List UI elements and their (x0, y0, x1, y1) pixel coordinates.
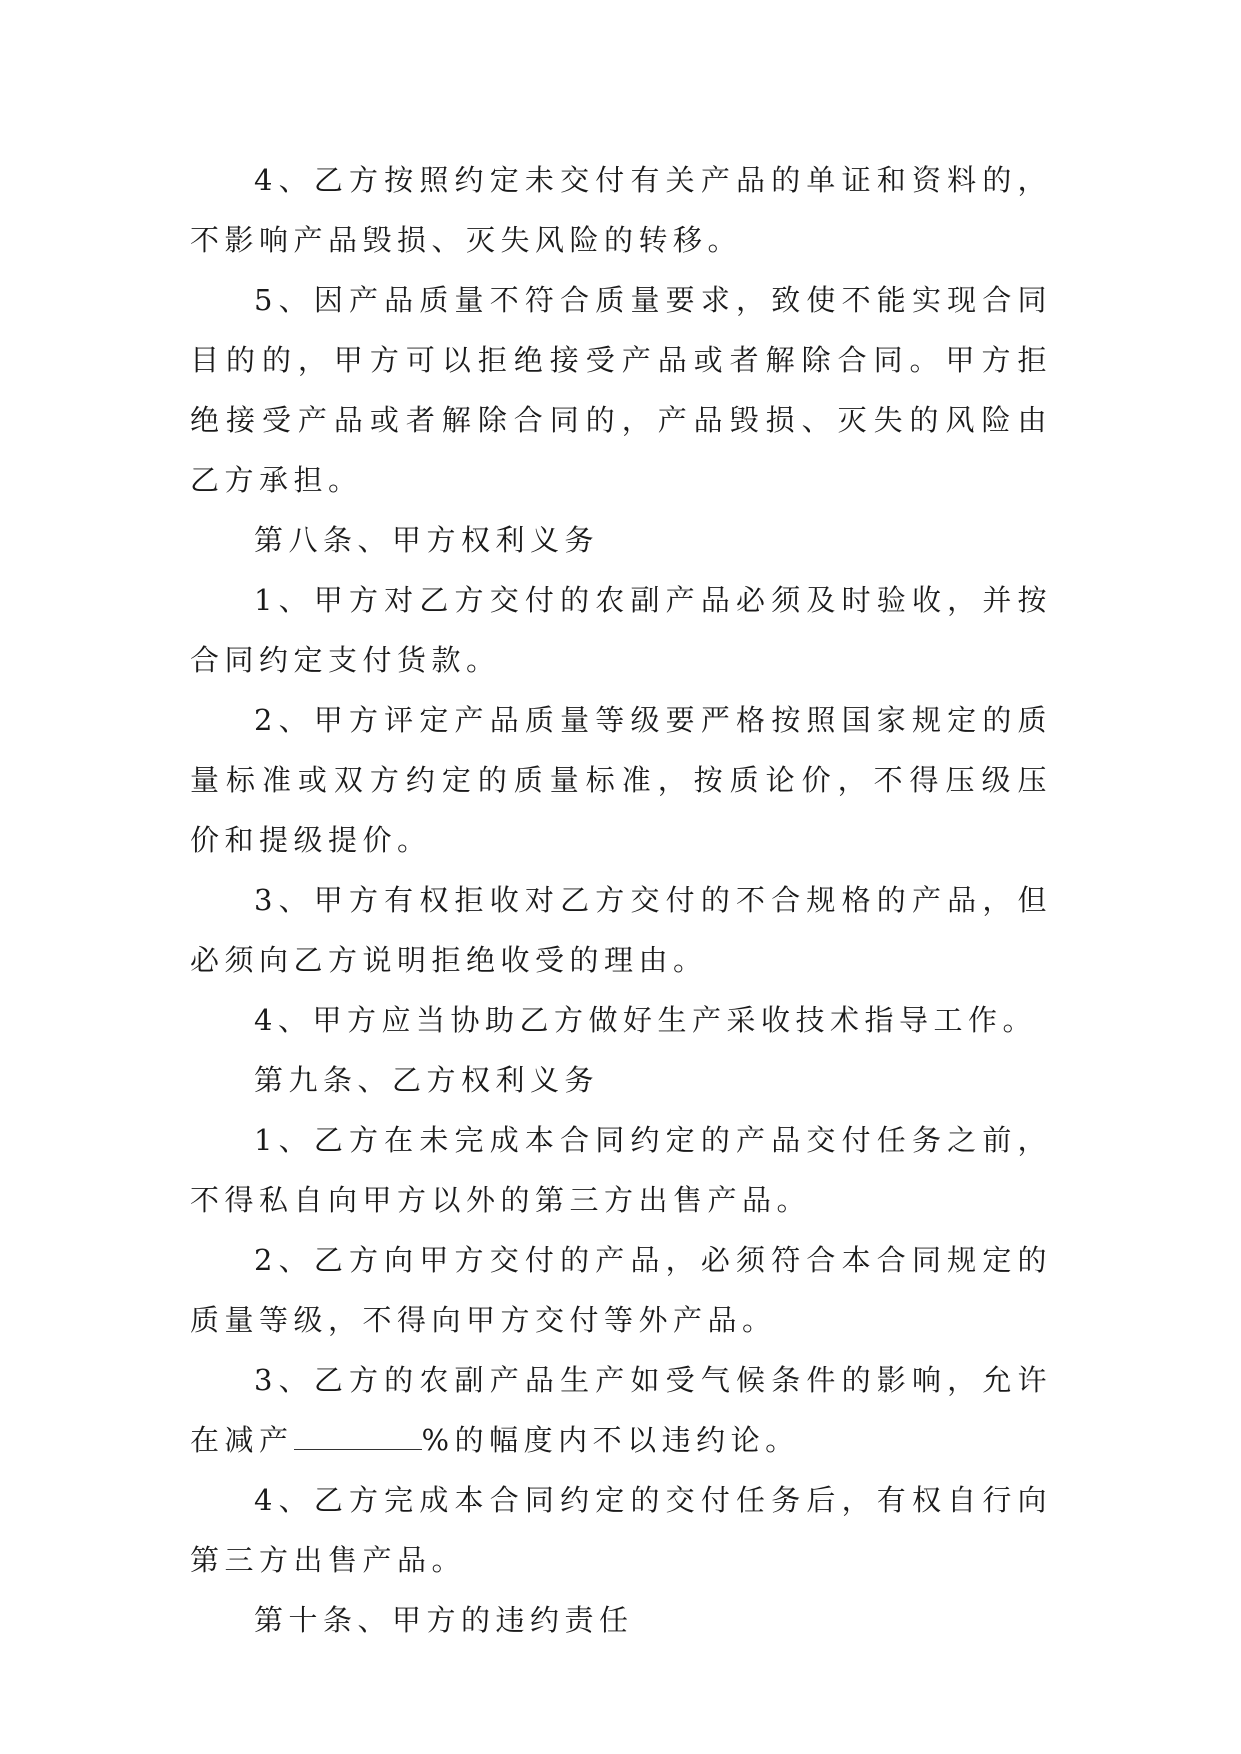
clause-text-before-blank: 3、乙方的农副产品生产如受气候条件的影响，允许在减产 (190, 1363, 1052, 1457)
clause-paragraph: 5、因产品质量不符合质量要求，致使不能实现合同目的的，甲方可以拒绝接受产品或者解除合同。甲方拒绝接受产品或者解除合同的，产品毁损、灭失的风险由乙方承担。 (190, 283, 1052, 497)
clause-paragraph: 4、甲方应当协助乙方做好生产采收技术指导工作。 (254, 1003, 1037, 1037)
article-heading: 第八条、甲方权利义务 (254, 523, 600, 557)
clause-paragraph-with-blank (190, 1350, 1052, 1470)
article-heading: 第十条、甲方的违约责任 (254, 1603, 634, 1637)
clause-text-after-blank: %的幅度内不以违约论。 (421, 1423, 800, 1457)
clause-paragraph: 2、乙方向甲方交付的产品，必须符合本合同规定的质量等级，不得向甲方交付等外产品。 (190, 1243, 1052, 1337)
document-body (190, 150, 1052, 1650)
clause-paragraph: 1、甲方对乙方交付的农副产品必须及时验收，并按合同约定支付货款。 (190, 583, 1052, 677)
clause-paragraph: 2、甲方评定产品质量等级要严格按照国家规定的质量标准或双方约定的质量标准，按质论价，不得压级压价和提级提价。 (190, 703, 1052, 857)
fill-in-blank (294, 1423, 422, 1450)
clause-paragraph: 3、甲方有权拒收对乙方交付的不合规格的产品，但必须向乙方说明拒绝收受的理由。 (190, 883, 1052, 977)
clause-paragraph: 4、乙方完成本合同约定的交付任务后，有权自行向第三方出售产品。 (190, 1483, 1052, 1577)
clause-paragraph: 1、乙方在未完成本合同约定的产品交付任务之前，不得私自向甲方以外的第三方出售产品。 (190, 1123, 1052, 1217)
clause-paragraph: 4、乙方按照约定未交付有关产品的单证和资料的，不影响产品毁损、灭失风险的转移。 (190, 163, 1052, 257)
article-heading: 第九条、乙方权利义务 (254, 1063, 600, 1097)
